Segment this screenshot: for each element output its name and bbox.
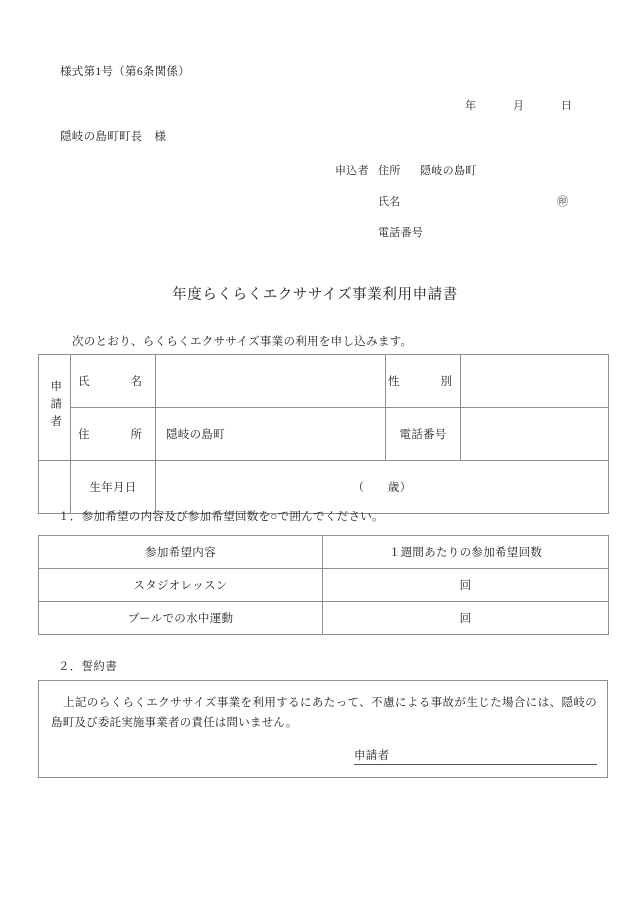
birthdate-label-cell: 生年月日 [71,461,156,514]
choice-pool-exercise[interactable]: プールでの水中運動 [39,602,323,635]
pledge-signature-row [354,747,597,765]
applicant-table [38,354,609,514]
section2-heading: ２．誓約書 [58,661,117,673]
applicant-row-header-label: 申請者 [49,379,62,433]
date-year-label: 年 [465,100,477,112]
address-label-cell: 住 所 [71,408,156,461]
name-label-cell: 氏 名 [71,355,156,408]
table-row [39,408,609,461]
applicant-row-header [39,355,71,461]
date-day-label: 日 [561,100,573,112]
section1-heading: １．参加希望の内容及び参加希望回数を○で囲んでください。 [58,511,384,523]
tel-value-cell[interactable] [461,408,609,461]
choice-pool-exercise-count[interactable]: 回 [323,602,609,635]
table-row [39,461,609,514]
address-value-cell[interactable]: 隠岐の島町 [156,408,386,461]
gender-value-cell[interactable] [461,355,609,408]
choice-studio-lesson[interactable]: スタジオレッスン [39,569,323,602]
page-title: 年度らくらくエクササイズ事業利用申請書 [172,287,458,303]
intro-text: 次のとおり、らくらくエクササイズ事業の利用を申し込みます。 [72,336,413,348]
choices-header-count: １週間あたりの参加希望回数 [323,536,609,569]
submitter-address-label: 住所 [378,165,401,177]
table-row [39,569,609,602]
seal-icon: ㊞ [557,196,569,208]
pledge-signature-line[interactable] [389,750,597,765]
date-month-label: 月 [513,100,525,112]
pledge-signature-label: 申請者 [354,747,389,765]
birthdate-value-cell[interactable]: （ 歳） [156,461,609,514]
submitter-address-value: 隠岐の島町 [420,165,477,177]
pledge-box [38,680,608,778]
name-value-cell[interactable] [156,355,386,408]
submitter-name-label: 氏名 [378,196,401,208]
table-row [39,355,609,408]
table-row [39,602,609,635]
choice-studio-lesson-count[interactable]: 回 [323,569,609,602]
pledge-text: 上記のらくらくエクササイズ事業を利用するにあたって、不慮による事故が生じた場合には、隠岐の島町及び委託実施事業者の責任は問いません。 [51,697,597,730]
submitter-tel-label: 電話番号 [378,227,424,239]
addressee: 隠岐の島町町長 様 [60,131,167,143]
submitter-label: 申込者 [335,165,369,177]
birthdate-spacer-cell [39,461,71,514]
participation-choices-table [38,535,609,635]
table-header-row [39,536,609,569]
tel-label-cell: 電話番号 [386,408,461,461]
choices-header-content: 参加希望内容 [39,536,323,569]
gender-label-cell: 性 別 [386,355,461,408]
form-number: 様式第1号（第6条関係） [60,66,191,78]
